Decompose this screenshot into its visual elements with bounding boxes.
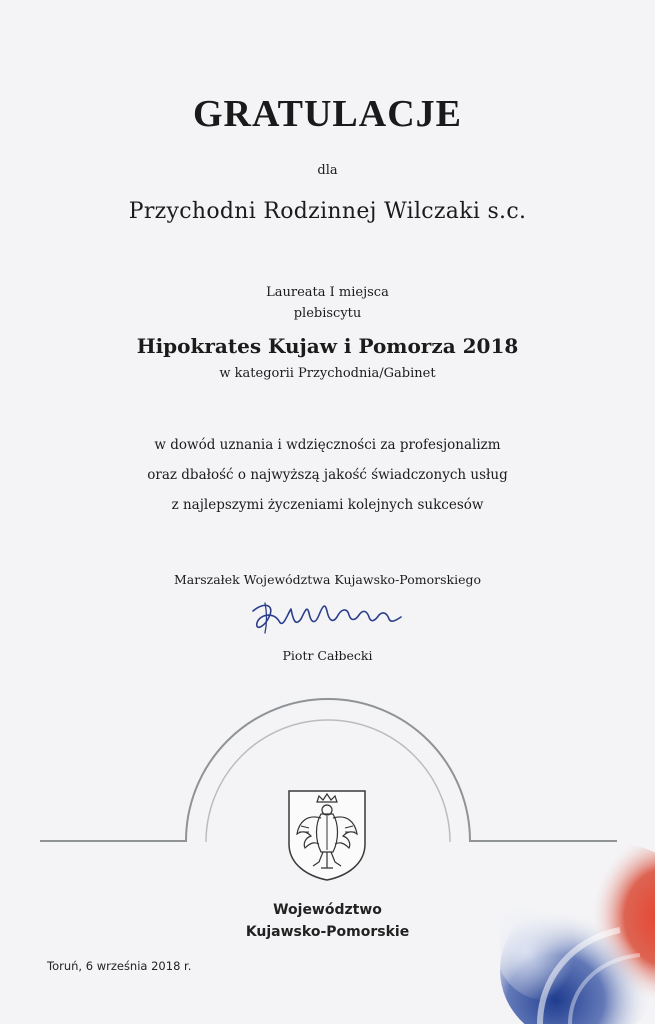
certificate-title: GRATULACJE <box>193 93 462 135</box>
signatory-name: Piotr Całbecki <box>282 648 373 663</box>
award-category: w kategorii Przychodnia/Gabinet <box>219 366 436 381</box>
region-name-line-1: Województwo <box>273 902 382 918</box>
handwritten-signature-icon <box>245 597 415 637</box>
laureate-line-2: plebiscytu <box>293 306 362 321</box>
signatory-title: Marszałek Województwa Kujawsko-Pomorskiego <box>173 572 481 587</box>
region-name-line-2: Kujawsko-Pomorskie <box>245 924 410 940</box>
dedication-line-3: z najlepszymi życzeniami kolejnych sukcesów <box>171 497 484 513</box>
coat-of-arms-icon <box>285 788 369 882</box>
recipient-name: Przychodni Rodzinnej Wilczaki s.c. <box>128 199 527 224</box>
dedication-line-1: w dowód uznania i wdzięczności za profesjonalizm <box>154 437 501 453</box>
award-name: Hipokrates Kujaw i Pomorza 2018 <box>136 334 519 358</box>
for-word: dla <box>317 163 338 178</box>
dedication-line-2: oraz dbałość o najwyższą jakość świadczonych usług <box>147 467 508 483</box>
place-and-date: Toruń, 6 września 2018 r. <box>47 959 192 973</box>
laureate-line-1: Laureata I miejsca <box>266 285 389 300</box>
corner-color-decoration <box>500 830 655 1024</box>
